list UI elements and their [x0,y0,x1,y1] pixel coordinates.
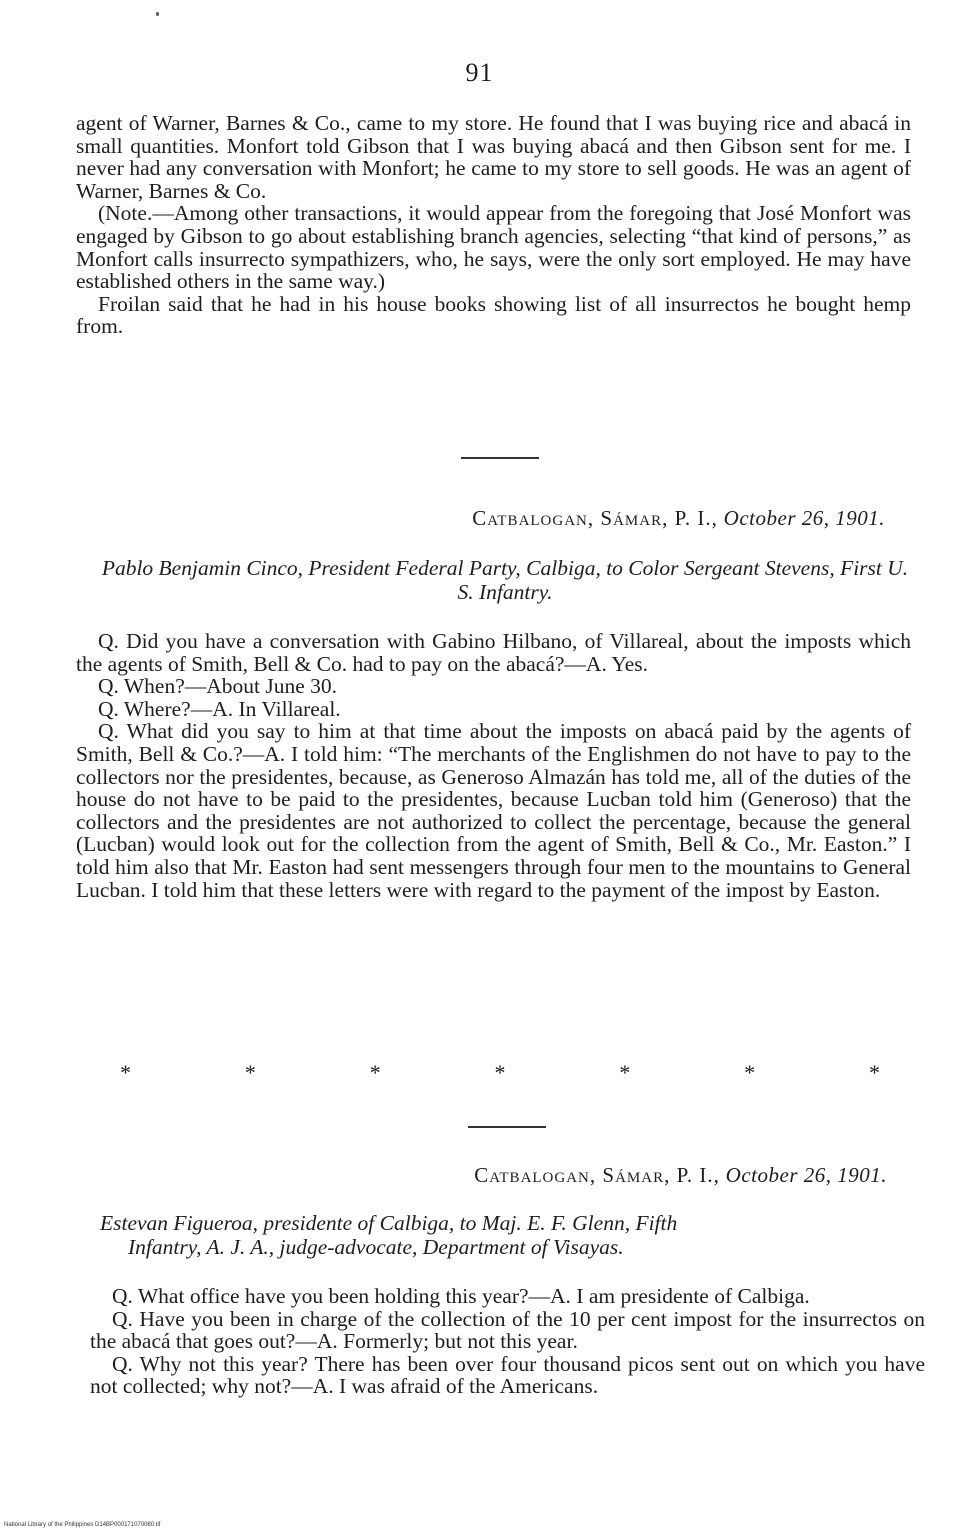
question-answer: Q. Have you been in charge of the collection of the 10 per cent impost for the insurrectos on the abacá that goes out?—A. Formerly; but not this year. [90,1306,925,1354]
speck-mark [156,12,159,16]
section-2-text [76,630,911,901]
question-answer: Q. Where?—A. In Villareal. [98,696,341,721]
scan-footer: National Library of the Philippines D14BP000171070080.tif [4,1522,161,1528]
star-mark: * [619,1060,631,1085]
question-answer: Q. When?—About June 30. [98,674,338,699]
heading-line: Infantry, A. J. A., judge-advocate, Department of Visayas. [128,1235,624,1259]
question-answer: Q. Why not this year? There has been over four thousand picos sent out on which you have not collected; why not?—A. I was afraid of the Americans. [90,1351,925,1399]
question-answer: Q. What did you say to him at that time about the imposts on abacá paid by the agents of Smith, Bell & Co.?—A. I told him: “The merchants of the Englishmen do not have to pay to the collectors nor the presidentes, because, as Generoso Almazán has told me, all of the duties of the house do not have to be paid to the presidentes, because Lucban told him (Generoso) that the collectors and the presidentes are not authorized to collect the percentage, because the general (Lucban) would look out for the collection from the agent of Smith, Bell & Co., Mr. Easton.” I told him also that Mr. Easton had sent messengers through four men to the mountains to General Lucban. I told him that these letters were with regard to the payment of the impost by Easton. [76,719,911,902]
dateline [472,506,885,531]
ellipsis-stars [120,1060,880,1086]
star-mark: * [244,1060,256,1085]
note-paragraph: (Note.—Among other transactions, it would appear from the foregoing that José Monfort was engaged by Gibson to go about establishing branch agencies, selecting “that kind of persons,” as Monfort calls insurrecto sympathizers, who, he says, were the only sort employed. He may have established others in the same way.) [76,201,911,294]
star-mark: * [369,1060,381,1085]
dateline-date: October 26, 1901. [723,506,885,530]
section-1-text [76,112,911,338]
star-mark: * [120,1060,131,1085]
star-mark: * [494,1060,506,1085]
question-answer: Q. What office have you been holding this year?—A. I am presidente of Calbiga. [112,1284,810,1308]
heading-line: Estevan Figueroa, presidente of Calbiga, to Maj. E. F. Glenn, Fifth [100,1211,678,1235]
testimony-heading [100,1211,910,1259]
star-mark: * [868,1060,880,1085]
question-answer: Q. Did you have a conversation with Gabino Hilbano, of Villareal, about the imposts which the agents of Smith, Bell & Co. had to pay on the abacá?—A. Yes. [76,629,911,676]
dateline-place: Catbalogan, Sámar, P. I., [474,1163,720,1187]
dateline [474,1163,887,1188]
dateline-date: October 26, 1901. [725,1163,887,1187]
section-divider [461,457,539,459]
testimony-heading: Pablo Benjamin Cinco, President Federal Party, Calbiga, to Color Sergeant Stevens, First U. S. Infantry. [101,556,909,604]
paragraph: Froilan said that he had in his house books showing list of all insurrectos he bought hemp from. [76,291,911,339]
dateline-place: Catbalogan, Sámar, P. I., [472,506,718,530]
star-mark: * [744,1060,756,1085]
section-3-text [90,1285,925,1398]
page-number: 91 [465,58,494,87]
paragraph: agent of Warner, Barnes & Co., came to my store. He found that I was buying rice and abacá in small quantities. Monfort told Gibson that I was buying abacá and then Gibson sent for me. I never had any conversation with Monfort; he came to my store to sell goods. He was an agent of Warner, Barnes & Co. [76,111,911,203]
section-divider [468,1126,546,1128]
